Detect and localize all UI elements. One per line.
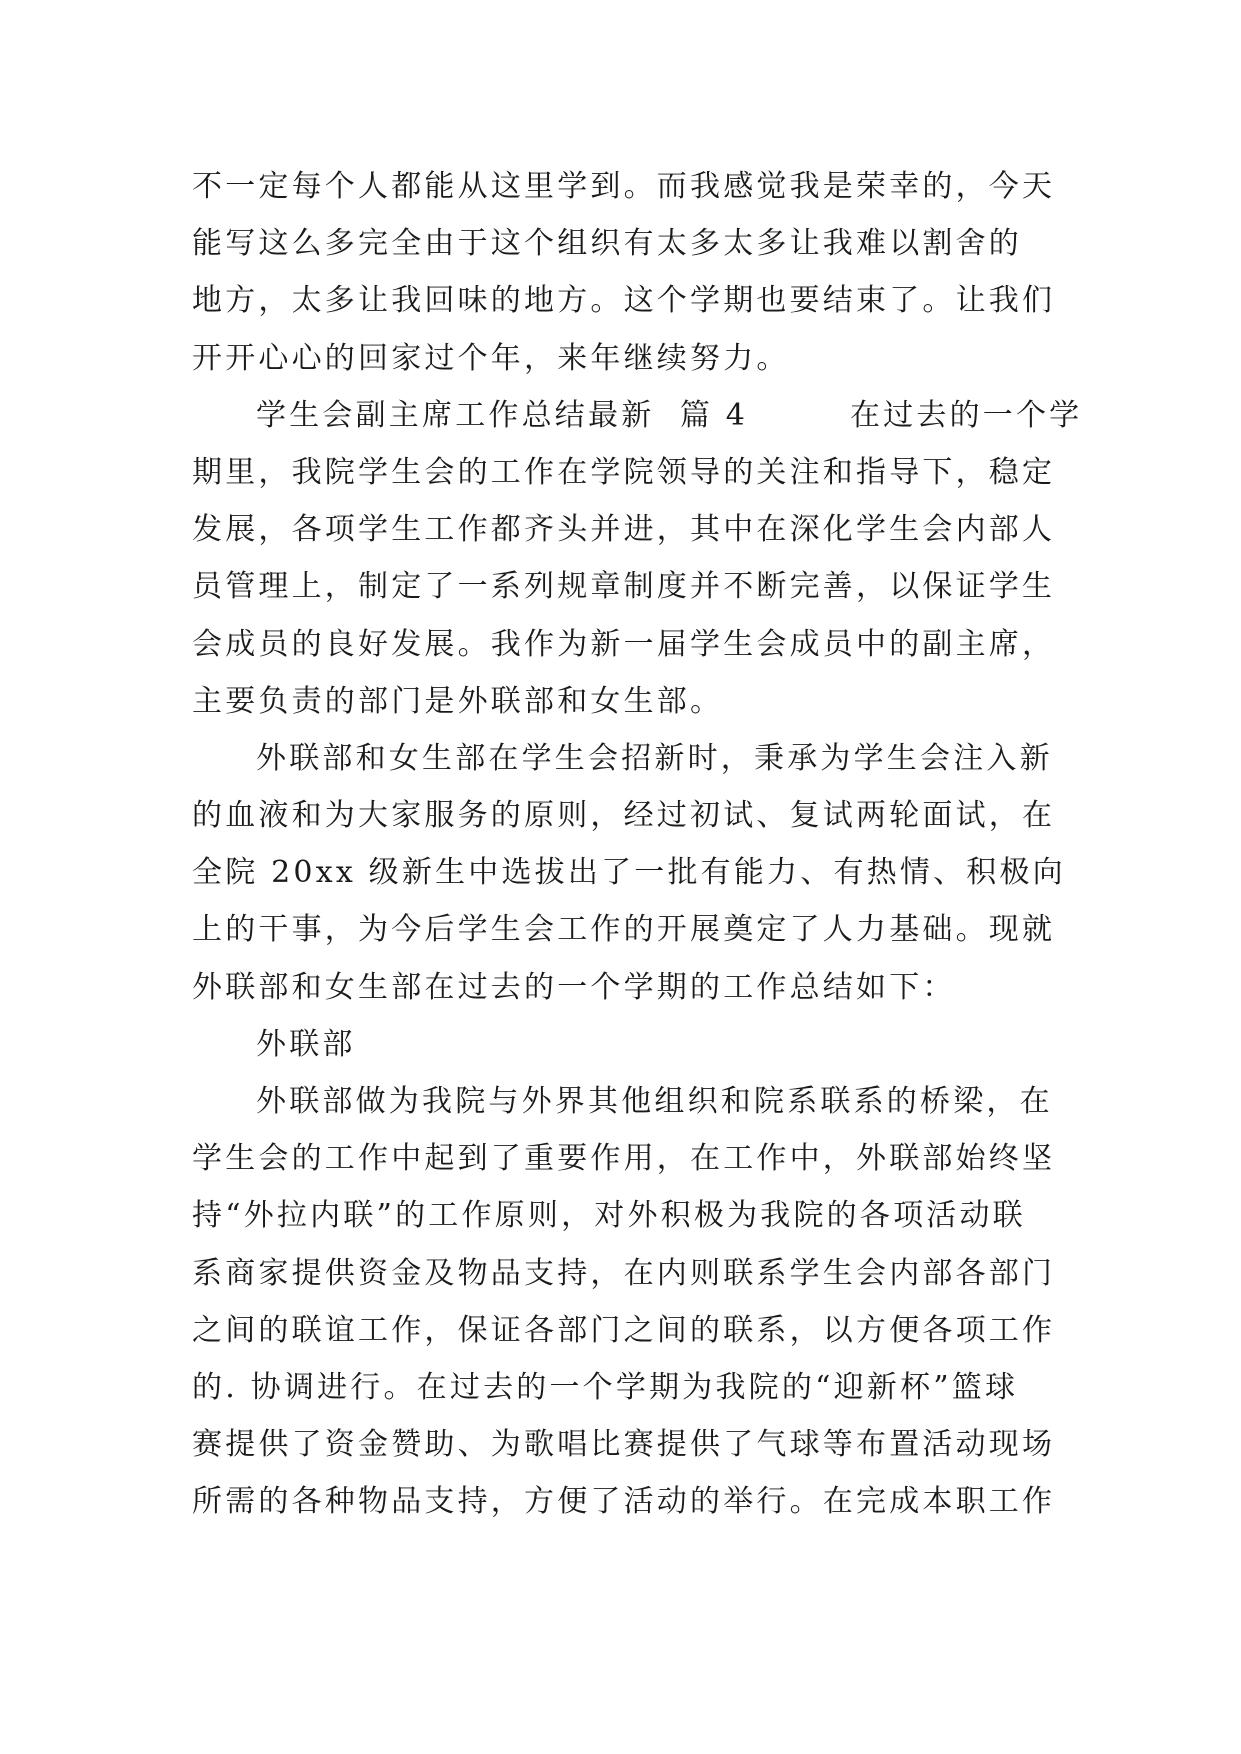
text-line: 之间的联谊工作，保证各部门之间的联系，以方便各项工作	[192, 1312, 1056, 1348]
text-line: 的血液和为大家服务的原则，经过初试、复试两轮面试，在	[192, 798, 1056, 834]
document-body	[192, 158, 1083, 1531]
text-line: 外联部	[256, 1026, 356, 1062]
text-line: 学生会的工作中起到了重要作用，在工作中，外联部始终坚	[192, 1141, 1056, 1177]
text-line: 的. 协调进行。在过去的一个学期为我院的“迎新杯”篮球	[192, 1369, 1019, 1405]
text-line: 外联部做为我院与外界其他组织和院系联系的桥梁，在	[256, 1084, 1053, 1119]
text-line: 所需的各种物品支持，方便了活动的举行。在完成本职工作	[192, 1484, 1056, 1520]
text-line: 持“外拉内联”的工作原则，对外积极为我院的各项活动联	[192, 1198, 1026, 1234]
text-line: 地方，太多让我回味的地方。这个学期也要结束了。让我们	[192, 283, 1056, 319]
text-line: 外联部和女生部在过去的一个学期的工作总结如下：	[192, 969, 956, 1005]
text-line: 学生会副主席工作总结最新 篇 4 在过去的一个学	[256, 397, 1083, 433]
text-line: 能写这么多完全由于这个组织有太多太多让我难以割舍的	[192, 226, 1022, 262]
text-line: 开开心心的回家过个年，来年继续努力。	[192, 340, 790, 376]
text-line: 会成员的良好发展。我作为新一届学生会成员中的副主席，	[192, 626, 1056, 662]
text-line: 不一定每个人都能从这里学到。而我感觉我是荣幸的，今天	[192, 169, 1056, 204]
text-line: 期里，我院学生会的工作在学院领导的关注和指导下，稳定	[192, 454, 1056, 490]
text-line: 上的干事，为今后学生会工作的开展奠定了人力基础。现就	[192, 912, 1056, 948]
text-line: 赛提供了资金赞助、为歌唱比赛提供了气球等布置活动现场	[192, 1427, 1056, 1463]
text-line: 主要负责的部门是外联部和女生部。	[192, 683, 724, 719]
text-line: 外联部和女生部在学生会招新时，秉承为学生会注入新	[256, 740, 1053, 776]
text-line: 员管理上，制定了一系列规章制度并不断完善，以保证学生	[192, 569, 1056, 605]
text-line: 系商家提供资金及物品支持，在内则联系学生会内部各部门	[192, 1255, 1056, 1291]
text-line: 发展，各项学生工作都齐头并进，其中在深化学生会内部人	[192, 512, 1056, 548]
text-line: 全院 20xx 级新生中选拔出了一批有能力、有热情、积极向	[192, 855, 1066, 891]
